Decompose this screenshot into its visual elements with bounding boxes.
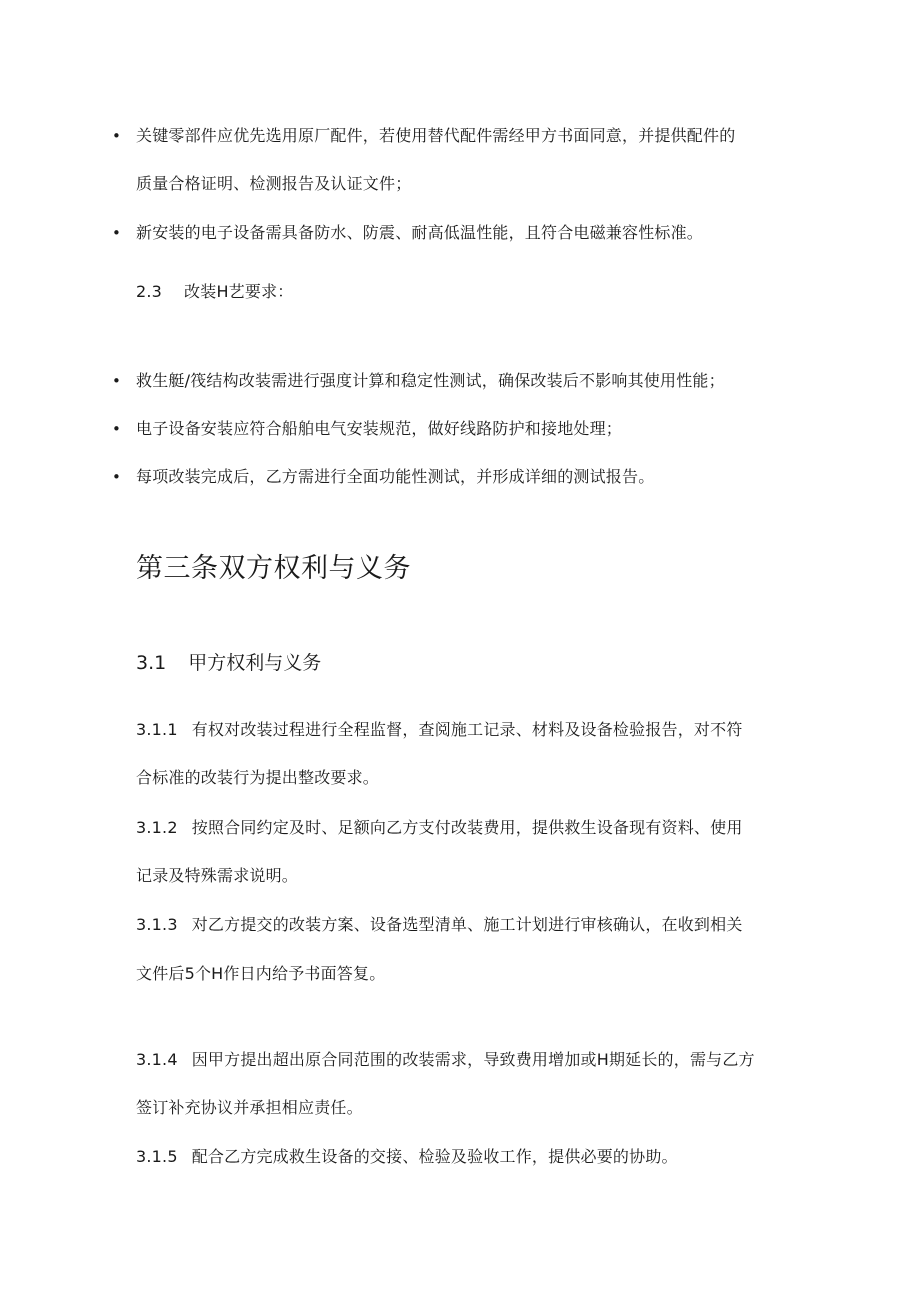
clause-number: 3.1.4 [136, 1050, 178, 1069]
clause-text: 配合乙方完成救生设备的交接、检验及验收工作，提供必要的协助。 [191, 1147, 678, 1166]
clause-number: 3.1.2 [136, 818, 178, 837]
subsection-2-3 [136, 281, 293, 303]
bullet-text: 每项改装完成后，乙方需进行全面功能性测试，并形成详细的测试报告。 [136, 467, 655, 486]
clause-number: 3.1.1 [136, 720, 178, 739]
subsection-number: 2.3 [136, 282, 163, 301]
bullet-text-continued: 质量合格证明、检测报告及认证文件； [136, 174, 412, 193]
clause-3-1-2 [136, 817, 743, 839]
clause-text-continued: 合标准的改装行为提出整改要求。 [136, 768, 380, 787]
clause-text: 因甲方提出超出原合同范围的改装需求，导致费用增加或H期延长的，需与乙方 [191, 1050, 755, 1069]
bullet-marker: • [112, 224, 121, 242]
clause-text-continued: 签订补充协议并承担相应责任。 [136, 1098, 363, 1117]
bullet-text: 电子设备安装应符合船舶电气安装规范，做好线路防护和接地处理； [136, 419, 623, 438]
bullet-marker: • [112, 468, 121, 486]
bullet-marker: • [112, 372, 121, 390]
bullet-marker: • [112, 420, 121, 438]
clause-3-1-1 [136, 719, 743, 741]
subsection-title: 改装H艺要求： [184, 282, 294, 301]
clause-text: 有权对改装过程进行全程监督，查阅施工记录、材料及设备检验报告，对不符 [191, 720, 743, 739]
clause-3-1-5 [136, 1146, 678, 1168]
article-heading: 第三条双方权利与义务 [136, 553, 411, 584]
clause-text: 按照合同约定及时、足额向乙方支付改装费用，提供救生设备现有资料、使用 [191, 818, 743, 837]
clause-number: 3.1.3 [136, 915, 178, 934]
clause-text-continued: 文件后5个H作日内给予书面答复。 [136, 964, 386, 983]
bullet-text: 关键零部件应优先选用原厂配件，若使用替代配件需经甲方书面同意，并提供配件的 [136, 126, 736, 145]
subsection-title: 甲方权利与义务 [188, 652, 322, 674]
clause-number: 3.1.5 [136, 1147, 178, 1166]
subsection-number: 3.1 [136, 652, 167, 674]
clause-3-1-4 [136, 1049, 755, 1071]
clause-text: 对乙方提交的改装方案、设备选型清单、施工计划进行审核确认，在收到相关 [191, 915, 743, 934]
bullet-marker: • [112, 127, 121, 145]
bullet-text: 救生艇/筏结构改装需进行强度计算和稳定性测试，确保改装后不影响其使用性能； [136, 371, 725, 390]
clause-3-1-3 [136, 914, 743, 936]
clause-text-continued: 记录及特殊需求说明。 [136, 866, 299, 885]
bullet-text: 新安装的电子设备需具备防水、防震、耐高低温性能，且符合电磁兼容性标准。 [136, 223, 704, 242]
subsection-3-1 [136, 650, 321, 676]
